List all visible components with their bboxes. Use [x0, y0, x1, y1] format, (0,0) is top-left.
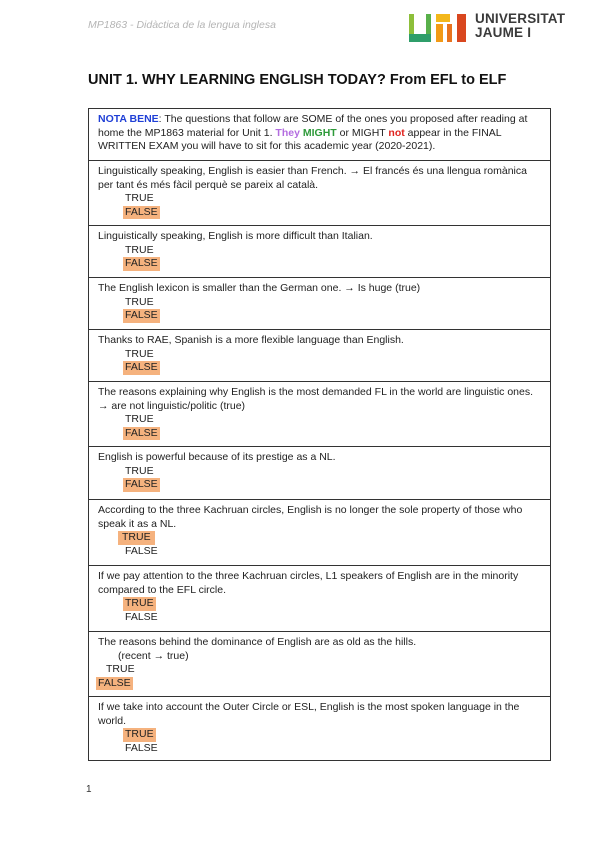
option-false-selected[interactable]: FALSE [125, 426, 158, 439]
option-true[interactable]: TRUE [106, 663, 135, 676]
question-text: English is powerful because of its prestige as a NL. [98, 451, 336, 463]
page-title: UNIT 1. WHY LEARNING ENGLISH TODAY? From EFL to ELF [88, 72, 507, 88]
note-text-2: or MIGHT [336, 126, 389, 139]
question-row [89, 566, 550, 632]
option-false[interactable]: FALSE [125, 610, 158, 623]
question-row [89, 278, 550, 330]
question-text: The reasons explaining why English is the most demanded FL in the world are linguistic ones. → are not linguistic/politic (true) [98, 386, 534, 412]
course-header: MP1863 - Didàctica de la lengua inglesa [88, 19, 276, 31]
question-text: If we take into account the Outer Circle or ESL, English is the most spoken language in the world. [98, 701, 520, 727]
option-true[interactable]: TRUE [125, 464, 154, 477]
option-false-selected[interactable]: FALSE [125, 205, 158, 218]
question-row [89, 226, 550, 278]
question-note: (recent → true) [118, 649, 189, 662]
question-row [89, 382, 550, 447]
note-they: They [275, 126, 300, 139]
question-text: If we pay attention to the three Kachruan circles, L1 speakers of English are in the minority compared to the EFL circle. [98, 570, 519, 596]
nota-bene-cell [89, 109, 550, 161]
question-row [89, 447, 550, 500]
option-true[interactable]: TRUE [125, 192, 154, 205]
question-text: The reasons behind the dominance of English are as old as the hills. [98, 636, 417, 648]
note-text-3: appear in the FINAL WRITTEN EXAM you will have to sit for this academic year (2020-2021). [98, 126, 502, 153]
option-false[interactable]: FALSE [125, 544, 158, 557]
logo-line-2: JAUME I [475, 25, 532, 40]
option-true-selected[interactable]: TRUE [118, 531, 155, 545]
question-row [89, 330, 550, 382]
option-true-selected[interactable]: TRUE [125, 728, 154, 741]
nota-bene-label: NOTA BENE [98, 113, 159, 125]
option-true[interactable]: TRUE [125, 347, 154, 360]
question-text: Thanks to RAE, Spanish is a more flexible language than English. [98, 334, 404, 346]
question-text: The English lexicon is smaller than the German one. → Is huge (true) [98, 282, 421, 294]
option-false-selected[interactable]: FALSE [125, 478, 158, 491]
question-table [88, 108, 551, 761]
note-text-1: : The questions that follow are SOME of the ones you proposed after reading at home the MP1863 material for Unit 1. [98, 113, 528, 139]
question-row [89, 161, 550, 226]
note-might: MIGHT [302, 126, 337, 139]
note-not: not [388, 126, 405, 139]
option-false[interactable]: FALSE [125, 741, 158, 754]
question-row [89, 632, 550, 697]
option-false-selected[interactable]: FALSE [125, 257, 158, 270]
page-number: 1 [86, 784, 92, 795]
question-text: Linguistically speaking, English is easier than French. → El francés és una llengua romànica per tant és més fàcil perquè se pareix al català. [98, 165, 527, 191]
question-row [89, 697, 550, 761]
option-false-selected[interactable]: FALSE [98, 676, 131, 689]
option-true[interactable]: TRUE [125, 413, 154, 426]
university-logo [409, 12, 579, 44]
option-false-selected[interactable]: FALSE [125, 309, 158, 322]
option-true-selected[interactable]: TRUE [125, 597, 154, 610]
option-false-selected[interactable]: FALSE [125, 361, 158, 374]
question-text: According to the three Kachruan circles, English is no longer the sole property of those who speak it as a NL. [98, 504, 523, 530]
uji-logo-icon [409, 14, 469, 42]
question-text: Linguistically speaking, English is more difficult than Italian. [98, 230, 373, 242]
option-true[interactable]: TRUE [125, 243, 154, 256]
option-true[interactable]: TRUE [125, 295, 154, 308]
question-row [89, 500, 550, 566]
logo-line-1: UNIVERSITAT [475, 11, 566, 26]
